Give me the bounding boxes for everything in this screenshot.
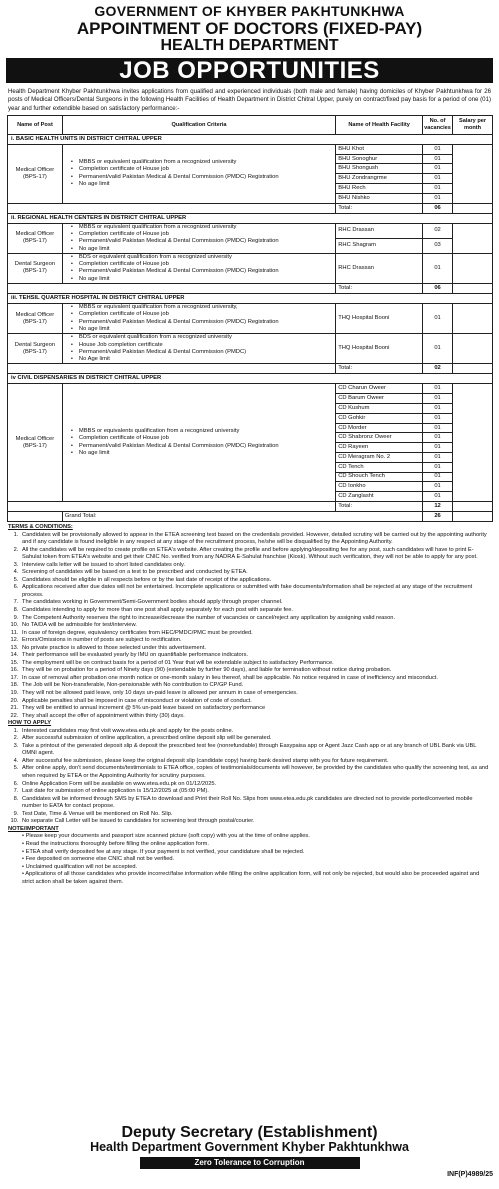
note-title: NOTE/IMPORTANT: [8, 825, 59, 832]
department-title: HEALTH DEPARTMENT: [160, 37, 339, 54]
facility-cell: BHU Shongush: [336, 164, 423, 174]
term-item: 18. The Job will be Non-transferable, Non-pensionable with No contribution to CP/GP Fund.: [20, 682, 491, 690]
total-value: 12: [423, 501, 453, 511]
vacancy-cell: 01: [423, 174, 453, 184]
total-label: Total:: [336, 364, 423, 374]
note-item: • ETEA shall verify deposited fee at any stage. If your payment is not verified, your candidature shall be rejected.: [22, 848, 305, 855]
section-title: ii. REGIONAL HEALTH CENTERS IN DISTRICT CHITRAL UPPER: [8, 213, 493, 223]
apply-item: 4. After successful fee submission, please keep the original deposit slip (candidate copy) having bank desired stamp with you for future requirement.: [20, 758, 491, 766]
facility-cell: THQ Hospital Booni: [336, 304, 423, 334]
post-cell: Dental Surgeon (BPS-17): [8, 253, 63, 283]
total-row: [8, 364, 493, 374]
section-row: [8, 213, 493, 223]
footer: [0, 1125, 499, 1169]
qualification-item: • BDS or equivalent qualification from a recognized university: [79, 334, 335, 341]
term-item: 9. The Competent Authority reserves the right to increase/decrease the number of vacancies or cancel/reject any application by assigning valid reason.: [20, 615, 491, 623]
apply-item: 7. Last date for submission of online application is 15/12/2025 at (05:00 PM).: [20, 788, 491, 796]
term-item: 21. They will be entitled to annual increment @ 5% un-paid leave based on satisfactory performance: [20, 705, 491, 713]
qualification-item: • Permanent/valid Pakistan Medical & Dental Commission (PMDC) Registration: [79, 443, 335, 450]
qualification-item: • Completion certificate of House job: [79, 261, 335, 268]
advertisement-code: INF(P)4989/25: [447, 1171, 493, 1178]
header-vacancies: No. of vacancies: [423, 115, 453, 134]
qualification-item: • Completion certificate of House job: [79, 435, 335, 442]
note-item: • Applications of all those candidates who provide incorrect/false information while filling the online application form, will not only be rejected, but would also be proceeded against and strict action shall be taken against them.: [22, 871, 480, 885]
term-item: 7. The candidates working in Government/Semi-Government bodies should apply through proper channel.: [20, 599, 491, 607]
facility-cell: CD Meragram No. 2: [336, 453, 423, 463]
term-item: 11. In case of foreign degree, equivalency certificates from HEC/PMDC/PMC must be provided.: [20, 630, 491, 638]
salary-cell: [453, 144, 493, 203]
total-row: [8, 501, 493, 511]
section-title: iii. TEHSIL QUARTER HOSPITAL IN DISTRICT CHITRAL UPPER: [8, 294, 493, 304]
facility-cell: BHU Rech: [336, 184, 423, 194]
apply-item: 10. No separate Call Letter will be issued to candidates for screening test through postal/courier.: [20, 818, 491, 826]
qualification-cell: [62, 384, 335, 502]
term-item: 17. In case of removal after probation one month notice or one-month salary in lieu thereof, shall be applicable. No notice required in case of inefficiency and misconduct.: [20, 675, 491, 683]
table-header-row: [8, 115, 493, 134]
qualification-item: • No Age limit: [79, 356, 335, 363]
post-cell: Dental Surgeon (BPS-17): [8, 334, 63, 364]
qualification-cell: [62, 144, 335, 203]
facility-cell: CD Zanglasht: [336, 492, 423, 502]
total-salary: [453, 364, 493, 374]
apply-item: 2. After successful submission of online application, a prescribed online deposit slip will be generated.: [20, 735, 491, 743]
qualification-cell: [62, 223, 335, 253]
note-item: • Please keep your documents and passport size scanned picture (soft copy) with you at the time of online applies.: [22, 833, 310, 840]
table-row: [8, 223, 493, 238]
vacancy-cell: 01: [423, 154, 453, 164]
vacancy-cell: 01: [423, 433, 453, 443]
term-item: 12. Errors/Omissions in number of posts are subject to rectification.: [20, 637, 491, 645]
qualification-item: • No age limit: [79, 326, 335, 333]
table-row: [8, 334, 493, 364]
vacancy-cell: 01: [423, 453, 453, 463]
term-item: 3. Interview calls letter will be issued to short listed candidates only.: [20, 562, 491, 570]
facility-cell: CD Charun Oweer: [336, 384, 423, 394]
term-item: 14. Their performance will be evaluated yearly by IMU on quantifiable performance indicators.: [20, 652, 491, 660]
vacancy-cell: 01: [423, 304, 453, 334]
vacancy-cell: 01: [423, 193, 453, 203]
note-list: [8, 833, 491, 886]
slogan-banner: Zero Tolerance to Corruption: [140, 1157, 360, 1169]
header-facility: Name of Health Facility: [336, 115, 423, 134]
qualification-item: • No age limit: [79, 246, 335, 253]
facility-cell: CD Barum Oweer: [336, 394, 423, 404]
facility-cell: CD Tench: [336, 462, 423, 472]
note-item: • Unclaimed qualification will not be accepted.: [22, 863, 138, 870]
facility-cell: BHU Nishko: [336, 193, 423, 203]
table-row: [8, 384, 493, 394]
qualification-cell: [62, 334, 335, 364]
how-to-apply-title: HOW TO APPLY: [8, 720, 52, 727]
qualification-item: • Completion certificate of House job: [79, 166, 335, 173]
vacancy-cell: 01: [423, 492, 453, 502]
government-title: GOVERNMENT OF KHYBER PAKHTUNKHWA: [94, 3, 405, 19]
qualification-item: • MBBS or equivalent qualification from a recognized university: [79, 224, 335, 231]
total-salary: [453, 203, 493, 213]
total-label: Total:: [336, 284, 423, 294]
term-item: 10. No TA/DA will be admissible for test/interview.: [20, 622, 491, 630]
post-cell: Medical Officer (BPS-17): [8, 384, 63, 502]
grand-total-label: Grand Total:: [62, 511, 422, 521]
qualification-item: • House Job completion certificate: [79, 342, 335, 349]
term-item: 13. No private practice is allowed to those selected under this advertisement.: [20, 645, 491, 653]
table-row: [8, 304, 493, 334]
facility-cell: CD Shabronz Oweer: [336, 433, 423, 443]
facility-cell: CD Kushum: [336, 404, 423, 414]
vacancy-cell: 03: [423, 238, 453, 253]
term-item: 15. The employment will be on contract basis for a period of 01 Year that will be extendable subject to satisfactory Performance.: [20, 660, 491, 668]
apply-item: 3. Take a printout of the generated deposit slip & deposit the prescribed test fee (nonrefundable) through Easypaisa app or Agent Jazz Cash app or at any branch of UBL Bank via UBL OMNI agent.: [20, 743, 491, 758]
qualification-cell: [62, 253, 335, 283]
vacancy-cell: 01: [423, 253, 453, 283]
apply-item: 8. Candidates will be informed through SMS by ETEA to download and Print their Roll No. Slips from www.etea.edu.pk candidates are directed not to provide ported/converted mobile number to EATA for contact propose.: [20, 796, 491, 811]
apply-item: 6. Online Application Form will be available on www.etea.edu.pk on 01/12/2025.: [20, 781, 491, 789]
signatory-department: Health Department Government Khyber Pakhtunkhwa: [90, 1140, 409, 1154]
terms-title: TERMS & CONDITIONS:: [8, 523, 73, 530]
total-value: 06: [423, 284, 453, 294]
post-cell: Medical Officer (BPS-17): [8, 144, 63, 203]
vacancy-cell: 01: [423, 384, 453, 394]
qualification-item: • Permanent/valid Pakistan Medical & Dental Commission (PMDC): [79, 349, 335, 356]
vacancy-cell: 01: [423, 184, 453, 194]
table-row: [8, 253, 493, 283]
qualification-item: • BDS or equivalent qualification from a recognized university: [79, 254, 335, 261]
vacancy-cell: 01: [423, 443, 453, 453]
section-row: [8, 134, 493, 144]
facility-cell: RHC Shagram: [336, 238, 423, 253]
section-row: [8, 374, 493, 384]
section-title: iv CIVIL DISPENSARIES IN DISTRICT CHITRAL UPPER: [8, 374, 493, 384]
facility-cell: CD Morder: [336, 423, 423, 433]
term-item: 6. Applications received after due dates will not be entertained. Incomplete applications or submitted with fake documents/information shall be rejected at any stage of the recruitment process.: [20, 584, 491, 599]
post-cell: Medical Officer (BPS-17): [8, 304, 63, 334]
table-row: [8, 144, 493, 154]
vacancy-cell: 01: [423, 413, 453, 423]
qualification-item: • Permanent/valid Pakistan Medical & Dental Commission (PMDC) Registration: [79, 268, 335, 275]
salary-cell: [453, 334, 493, 364]
term-item: 16. They will be on probation for a period of Ninety days (90) (extendable by further 90 days), and liable for termination without notice during probation.: [20, 667, 491, 675]
total-label: Total:: [336, 203, 423, 213]
vacancy-cell: 01: [423, 334, 453, 364]
term-item: 5. Candidates should be eligible in all respects before or by the last date of receipt of the applications.: [20, 577, 491, 585]
intro-paragraph: Health Department Khyber Pakhtunkhwa invites applications from qualified and experienced individuals (both male and female) having domiciles of Khyber Pakhtunkhwa for 26 posts of Medical Officers/Dental Surgeons in the following Health Facilities of Health Department in District Chitral Upper, purely on contract/fixed pay basis for a period of one (01) year and further extendible based on satisfactory performance:-: [8, 88, 491, 112]
facility-cell: RHC Drassan: [336, 253, 423, 283]
total-row: [8, 284, 493, 294]
qualification-cell: [62, 304, 335, 334]
salary-cell: [453, 253, 493, 283]
header-salary: Salary per month: [453, 115, 493, 134]
term-item: 4. Screening of candidates will be based on a test to be prescribed and conducted by ETEA.: [20, 569, 491, 577]
total-spacer: [8, 203, 336, 213]
vacancy-cell: 01: [423, 472, 453, 482]
total-row: [8, 203, 493, 213]
vacancy-cell: 01: [423, 462, 453, 472]
qualification-item: • No age limit: [79, 276, 335, 283]
term-item: 2. All the candidates will be required to create profile on ETEA's website. After creating the profile and before applying/depositing fee for any post, such candidates will have to print E-Sahulat token from ETEA's website and get their CNIC No. verified from any NADRA E-Sahulat franchise (Kiosk). Without such verification, they will not be able to apply for any post.: [20, 547, 491, 562]
apply-item: 1. Interested candidates may first visit www.etea.edu.pk and apply for the posts online.: [20, 728, 491, 736]
terms-list: [8, 532, 491, 721]
facility-cell: RHC Drassan: [336, 223, 423, 238]
qualification-item: • MBBS or equivalents qualification from a recognized university: [79, 428, 335, 435]
vacancy-cell: 01: [423, 164, 453, 174]
facility-cell: BHU Zondrangrme: [336, 174, 423, 184]
qualification-item: • MBBS or equivalent qualification from a recognized university: [79, 159, 335, 166]
vacancy-cell: 01: [423, 482, 453, 492]
apply-item: 5. After online apply, don't send documents/testimonials to ETEA office, copies of testimonials/documents will however, be provided by the candidates who qualify the screening test, as and when required by ETEA or the Appointing Authority for scrutiny purposes.: [20, 765, 491, 780]
total-value: 06: [423, 203, 453, 213]
apply-item: 9. Test Date, Time & Venue will be mentioned on Roll No. Slip.: [20, 811, 491, 819]
qualification-item: • MBBS or equivalent qualification from a recognized university,: [79, 304, 335, 311]
note-item: • Read the instructions thoroughly before filling the online application form.: [22, 840, 209, 847]
vacancy-cell: 01: [423, 423, 453, 433]
vacancy-cell: 02: [423, 223, 453, 238]
salary-cell: [453, 384, 493, 502]
facility-cell: BHU Khot: [336, 144, 423, 154]
header-qualification: Qualification Criteria: [62, 115, 335, 134]
signatory-title: Deputy Secretary (Establishment): [121, 1124, 378, 1141]
total-spacer: [8, 284, 336, 294]
vacancy-cell: 01: [423, 394, 453, 404]
facility-cell: BHU Sonoghur: [336, 154, 423, 164]
section-title: i. BASIC HEALTH UNITS IN DISTRICT CHITRAL UPPER: [8, 134, 493, 144]
term-item: 20. Applicable penalties shall be imposed in case of misconduct or violation of code of conduct.: [20, 698, 491, 706]
facility-cell: CD Ionkho: [336, 482, 423, 492]
qualification-item: • Permanent/valid Pakistan Medical & Dental Commission (PMDC) Registration: [79, 174, 335, 181]
qualification-item: • Permanent/valid Pakistan Medical & Dental Commission (PMDC) Registration: [79, 238, 335, 245]
vacancy-cell: 01: [423, 404, 453, 414]
total-label: Total:: [336, 501, 423, 511]
post-cell: Medical Officer (BPS-17): [8, 223, 63, 253]
facility-cell: CD Shouch Tench: [336, 472, 423, 482]
header-post: Name of Post: [8, 115, 63, 134]
term-item: 19. They will not be allowed paid leave, only 10 days un-paid leave is allowed per annum in case of emergencies.: [20, 690, 491, 698]
qualification-item: • No age limit: [79, 450, 335, 457]
terms-section: [8, 524, 491, 886]
vacancy-table: [7, 115, 493, 522]
salary-cell: [453, 223, 493, 253]
qualification-item: • No age limit: [79, 181, 335, 188]
grand-total-row: [8, 511, 493, 521]
facility-cell: THQ Hospital Booni: [336, 334, 423, 364]
total-value: 02: [423, 364, 453, 374]
total-salary: [453, 501, 493, 511]
total-salary: [453, 284, 493, 294]
total-spacer: [8, 501, 336, 511]
qualification-item: • Completion certificate of House job: [79, 311, 335, 318]
how-to-apply-list: [8, 728, 491, 826]
term-item: 1. Candidates will be provisionally allowed to appear in the ETEA screening test based on the credentials provided. However, detailed scrutiny will be carried out by the appointing authority and if any candidate is found ineligible in any respect at any stage of the recruitment process, he/she will be disqualified by the Appointing Authority.: [20, 532, 491, 547]
header: [0, 0, 499, 54]
note-item: • Fee deposited on someone else CNIC shall not be verified.: [22, 856, 175, 863]
term-item: 22. They shall accept the offer of appointment within thirty (30) days.: [20, 713, 491, 721]
term-item: 8. Candidates intending to apply for more than one post shall apply separately for each post with separate fee.: [20, 607, 491, 615]
total-spacer: [8, 364, 336, 374]
job-opportunities-banner: JOB OPPORTUNITIES: [6, 58, 493, 83]
qualification-item: • Completion certificate of House job: [79, 231, 335, 238]
facility-cell: CD Gohkir: [336, 413, 423, 423]
section-row: [8, 294, 493, 304]
vacancy-cell: 01: [423, 144, 453, 154]
appointment-title: APPOINTMENT OF DOCTORS (FIXED-PAY): [76, 19, 423, 38]
salary-cell: [453, 304, 493, 334]
facility-cell: CD Rayeen: [336, 443, 423, 453]
qualification-item: • Permanent/valid Pakistan Medical & Dental Commission (PMDC) Registration: [79, 319, 335, 326]
grand-total-value: 26: [423, 511, 453, 521]
